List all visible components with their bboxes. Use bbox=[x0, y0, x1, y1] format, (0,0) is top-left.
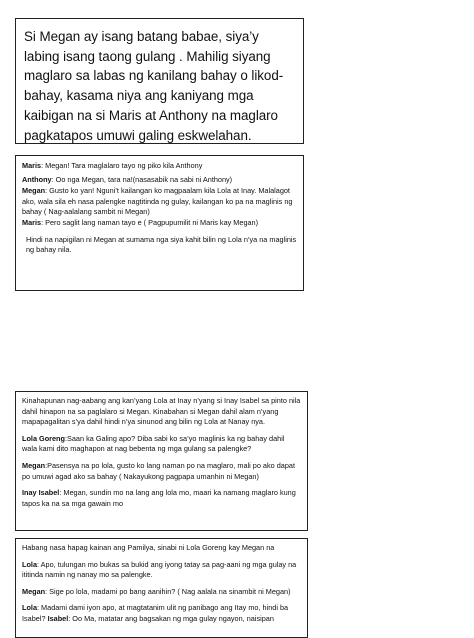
speaker-name: Maris bbox=[22, 217, 42, 227]
speaker-name: Inay Isabel bbox=[22, 488, 60, 498]
dialogue-text: : Megan, sundin mo na lang ang lola mo, maari ka namang maglaro kung tapos ka na sa mga gawain mo bbox=[22, 488, 296, 508]
dialogue-line bbox=[22, 186, 297, 218]
dialogue-line bbox=[22, 434, 301, 455]
speaker-name: Megan bbox=[22, 586, 46, 596]
speaker-name: Megan bbox=[22, 186, 46, 196]
speaker-name: Lola bbox=[22, 603, 37, 613]
dialogue-text: : Oo nga Megan, tara na!(nasasabik na sabi ni Anthony) bbox=[51, 174, 233, 184]
speaker-name: Lola bbox=[22, 559, 37, 569]
speaker-name: Maris bbox=[22, 161, 42, 170]
dialogue-line bbox=[22, 587, 301, 598]
dialogue-line bbox=[22, 461, 301, 482]
speaker-name: Megan bbox=[22, 460, 46, 470]
dialogue-line bbox=[22, 488, 301, 509]
speaker-name: Lola Goreng bbox=[22, 433, 65, 443]
scene3-box bbox=[15, 538, 308, 638]
dialogue-line bbox=[22, 218, 297, 229]
dialogue-text: : Sige po lola, madami po bang aanihin? ( Nag aalala na sinambit ni Megan) bbox=[45, 586, 291, 596]
dialogue-line bbox=[22, 560, 301, 581]
dialogue-line bbox=[22, 603, 301, 624]
dialogue-text: : Pero saglit lang naman tayo e ( Pagpupumilit ni Maris kay Megan) bbox=[41, 217, 259, 227]
dialogue-text: : Madami dami iyon apo, at magtatanim ulit ng panibago ang Itay mo, hindi ba Isabel? bbox=[22, 603, 289, 623]
narration-text: Habang nasa hapag kainan ang Pamilya, sinabi ni Lola Goreng kay Megan na bbox=[22, 543, 275, 552]
speaker-name: Isabel bbox=[47, 613, 69, 623]
intro-box bbox=[15, 18, 304, 144]
dialogue-text: : Megan! Tara maglalaro tayo ng piko kila Anthony bbox=[41, 161, 203, 170]
dialogue-text: :Saan ka Galing apo? Diba sabi ko sa’yo maglinis ka ng bahay dahil wala kami dito maghapon at nag bebenta ng mga gulang sa palengke? bbox=[22, 433, 285, 454]
dialogue-line bbox=[22, 161, 297, 172]
narration-text: Kinahapunan nag-aabang ang kan’yang Lola at Inay n’yang si Inay Isabel sa pinto nila dahil hinapon na sa paglalaro si Megan. Kinabahan si Megan dahil alam n’yang mapapagalitan s’ya dahil hindi n’ya sinunod ang bilin ng Lola at Nanay nya. bbox=[22, 396, 301, 427]
dialogue-text: : Oo Ma, matatar ang bagsakan ng mga gulay ngayon, naisipan bbox=[68, 613, 274, 623]
dialogue-text: :Pasensya na po lola, gusto ko lang naman po na maglaro, mali po ako dapat po umuwi agad ako sa bahay ( Nakayukong pagpapa umanhin ni Megan) bbox=[22, 460, 295, 481]
speaker-name: Anthony bbox=[22, 174, 52, 184]
scene2-box bbox=[15, 391, 308, 531]
narration-text: Hindi na napigilan ni Megan at sumama nga siya kahit bilin ng Lola n’ya na maglinis ng bahay nila. bbox=[26, 234, 297, 255]
scene1-box bbox=[15, 155, 304, 291]
dialogue-line bbox=[22, 175, 297, 186]
dialogue-text: : Apo, tulungan mo bukas sa bukid ang iyong tatay sa pag-aani ng mga gulay na ititinda namin ng nanay mo sa palengke. bbox=[22, 559, 297, 580]
intro-text: Si Megan ay isang batang babae, siya’y labing isang taong gulang . Mahilig siyang maglaro sa labas ng kanilang bahay o likod-bahay, kasama niya ang kaniyang mga kaibigan na si Maris at Anthony na maglaro pagkatapos umuwi galing eskwelahan. bbox=[24, 29, 284, 143]
dialogue-text: : Gusto ko yan! Nguni’t kailangan ko magpaalam kila Lola at Inay. Malalagot ako, wala sila eh nasa palengke nagtitinda ng gulay, kailangan ko pa na maglinis ng bahay ( Nag-aalalang sambit ni Megan) bbox=[22, 186, 293, 217]
